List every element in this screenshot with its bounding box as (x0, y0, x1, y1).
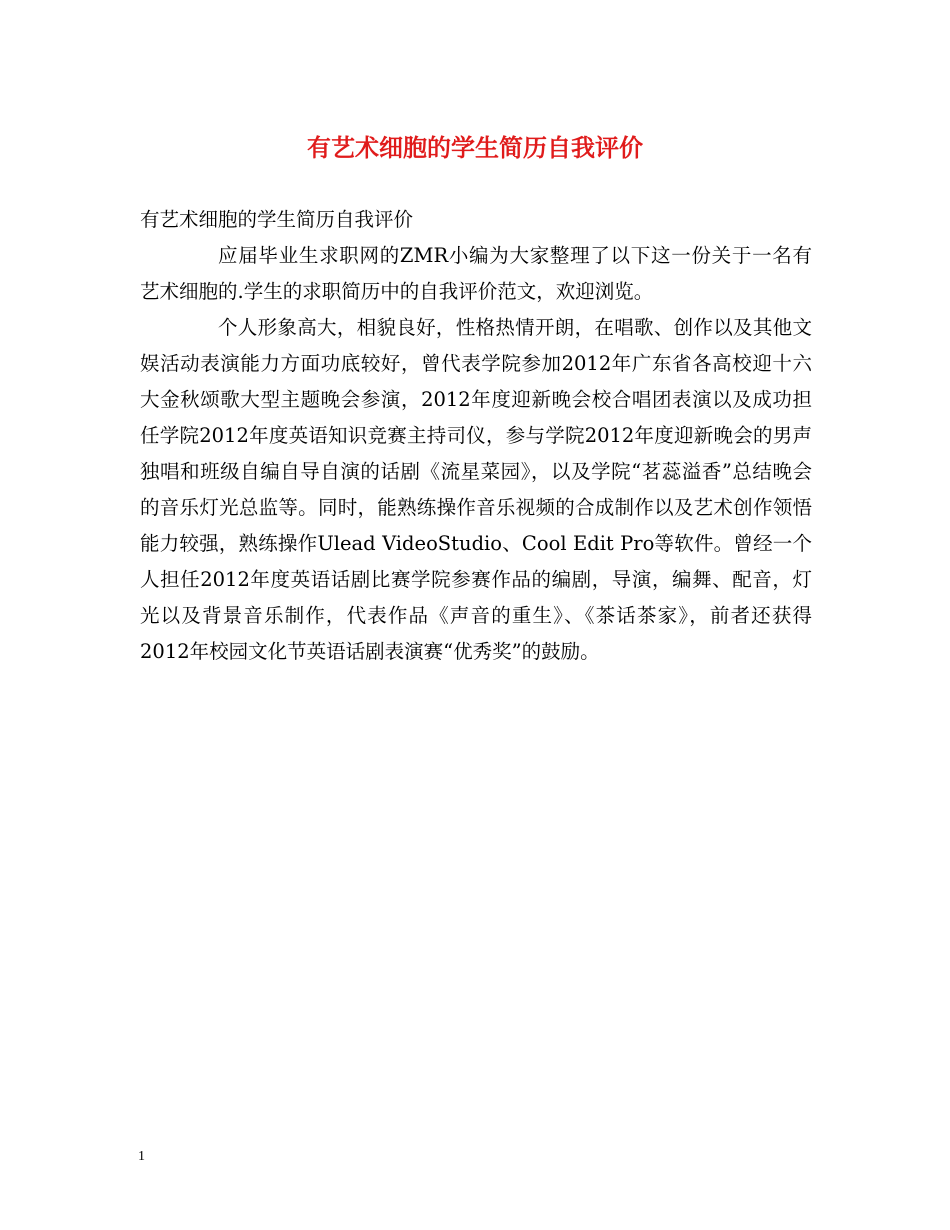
intro-paragraph: 应届毕业生求职网的ZMR小编为大家整理了以下这一份关于一名有艺术细胞的.学生的求职简历中的自我评价范文，欢迎浏览。 (140, 244, 812, 303)
document-title: 有艺术细胞的学生简历自我评价 (307, 133, 643, 162)
document-body (140, 202, 812, 670)
page-number: 1 (138, 1149, 145, 1164)
self-evaluation-paragraph: 个人形象高大，相貌良好，性格热情开朗，在唱歌、创作以及其他文娱活动表演能力方面功底较好，曾代表学院参加2012年广东省各高校迎十六大金秋颂歌大型主题晚会参演，2012年度迎新晚会校合唱团表演以及成功担任学院2012年度英语知识竞赛主持司仪，参与学院2012年度迎新晚会的男声独唱和班级自编自导自演的话剧《流星菜园》，以及学院“茗蕊溢香”总结晚会的音乐灯光总监等。同时，能熟练操作音乐视频的合成制作以及艺术创作领悟能力较强，熟练操作Ulead VideoStudio、Cool Edit Pro等软件。曾经一个人担任2012年度英语话剧比赛学院参赛作品的编剧，导演，编舞、配音，灯光以及背景音乐制作，代表作品《声音的重生》、《茶话茶家》，前者还获得2012年校园文化节英语话剧表演赛“优秀奖”的鼓励。 (140, 316, 812, 663)
document-subtitle-line: 有艺术细胞的学生简历自我评价 (140, 208, 414, 231)
